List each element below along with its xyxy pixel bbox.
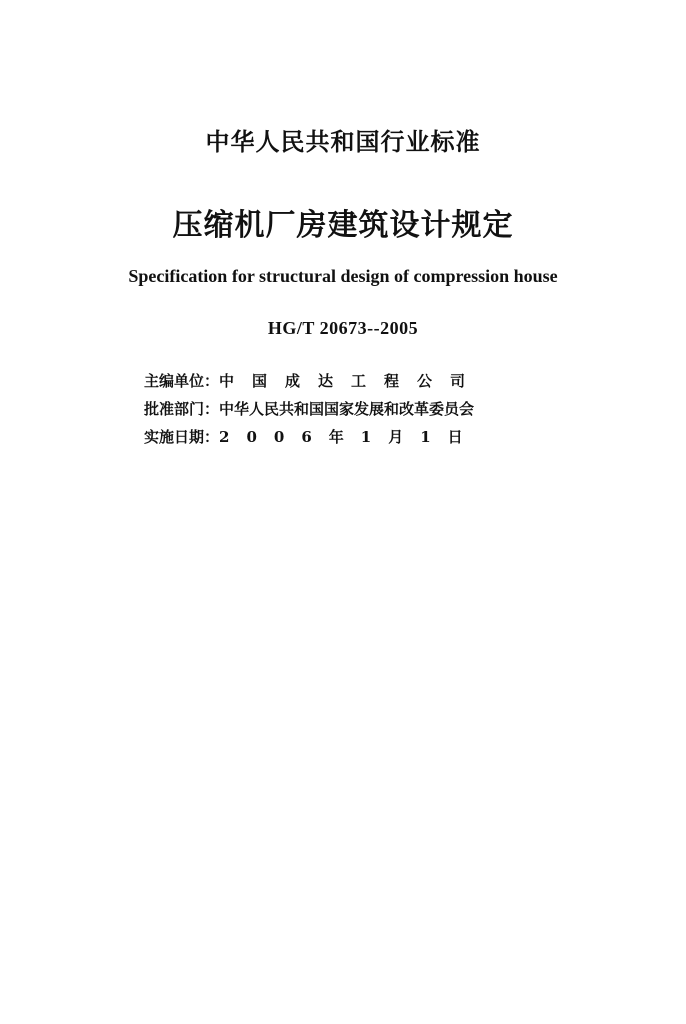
- approver-row: [144, 398, 544, 419]
- standard-code: HG/T 20673--2005: [267, 318, 419, 338]
- document-title-english: Specification for structural design of compression house: [128, 266, 558, 286]
- editor-label: 主编单位：: [144, 372, 220, 390]
- editor-row: [144, 370, 544, 391]
- editor-value: 中国成达工程公司: [219, 372, 484, 390]
- approver-label: 批准部门：: [144, 400, 220, 418]
- effective-date-row: [144, 426, 544, 447]
- effective-date-value: 2006年1月1日: [219, 428, 480, 446]
- approver-value: 中华人民共和国国家发展和改革委员会: [219, 400, 475, 418]
- document-title-chinese: 压缩机厂房建筑设计规定: [172, 208, 514, 243]
- effective-date-label: 实施日期：: [144, 428, 220, 446]
- standard-category: 中华人民共和国行业标准: [205, 127, 481, 156]
